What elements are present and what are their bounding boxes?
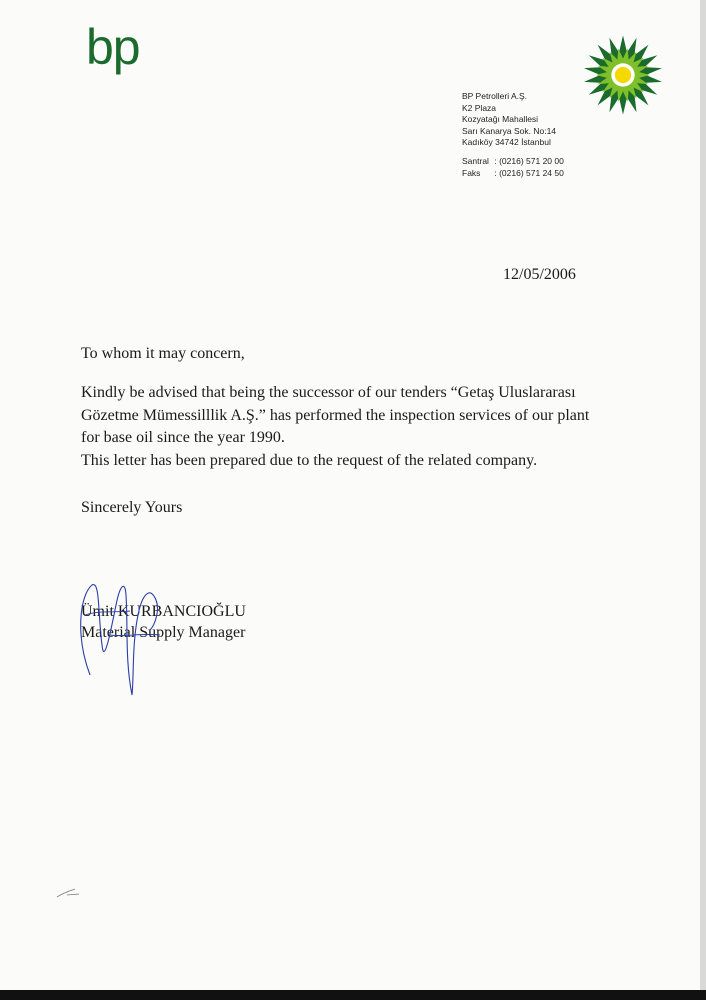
handwritten-signature — [70, 575, 180, 705]
signer-name: Ümit KURBANCIOĞLU — [81, 603, 246, 620]
address-line: Sarı Kanarya Sok. No:14 — [462, 125, 557, 136]
address-line: Kozyatağı Mahallesi — [462, 114, 539, 124]
letter-body — [81, 382, 621, 472]
bp-helios-icon — [578, 30, 668, 120]
address-line: Kadıköy 34742 İstanbul — [462, 137, 551, 147]
address-line: BP Petrolleri A.Ş. — [462, 91, 528, 101]
address-line: K2 Plaza — [462, 102, 497, 113]
bp-logo-text: bp — [86, 19, 140, 75]
closing: Sincerely Yours — [81, 499, 183, 516]
scan-edge-right — [700, 0, 706, 1000]
scan-edge-bottom — [0, 990, 706, 1000]
contact-label: Santral — [462, 156, 489, 166]
contact-phone — [462, 156, 564, 168]
salutation: To whom it may concern, — [81, 345, 245, 362]
contact-fax — [462, 168, 564, 180]
body-line: This letter has been prepared due to the request of the related company. — [81, 451, 538, 469]
company-contacts — [462, 156, 564, 179]
contact-label: Faks — [462, 167, 481, 178]
signer-title: Material Supply Manager — [81, 624, 246, 641]
body-line: for base oil since the year 1990. — [81, 429, 285, 446]
pen-mark — [55, 885, 85, 900]
contact-value: : (0216) 571 20 00 — [494, 156, 564, 166]
letter-date: 12/05/2006 — [503, 266, 576, 283]
contact-value: : (0216) 571 24 50 — [494, 167, 564, 178]
body-line: Kindly be advised that being the successor of our tenders “Getaş Uluslararası — [81, 384, 576, 401]
body-line: Gözetme Mümessilllik A.Ş.” has performed the inspection services of our plant — [81, 406, 590, 424]
company-address — [462, 91, 556, 149]
